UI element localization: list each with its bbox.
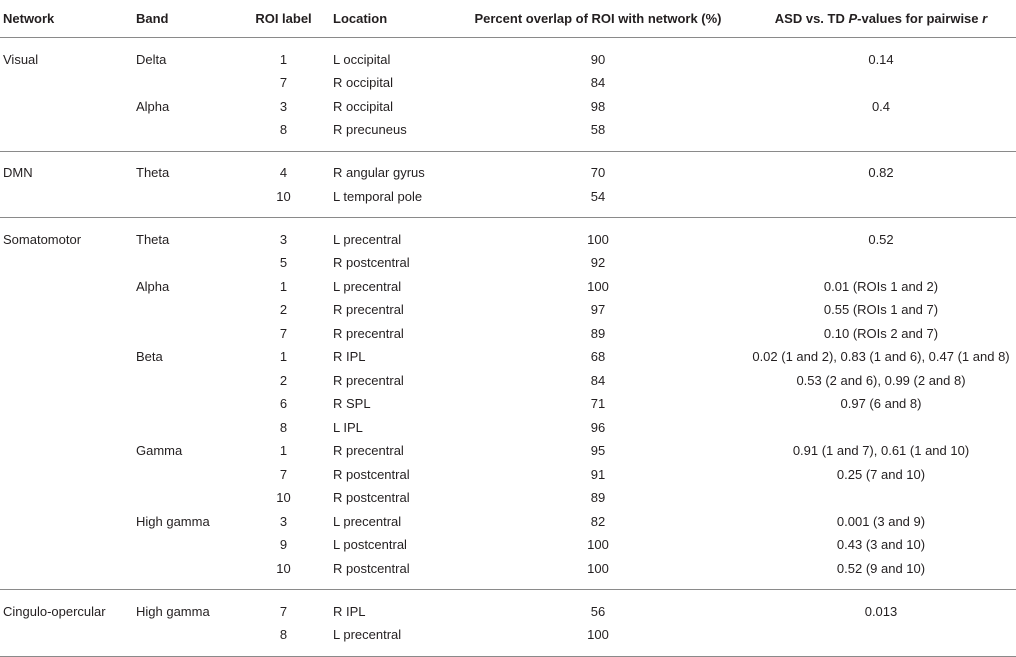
- cell-band: [133, 322, 237, 346]
- cell-percent-overlap: 95: [590, 443, 606, 459]
- cell-roi-label: 7: [279, 466, 288, 482]
- cell-location: R postcentral: [333, 466, 410, 482]
- cell-roi-label: 10: [237, 185, 330, 218]
- header-pvalues: [746, 0, 1016, 38]
- cell-roi-label: 1: [279, 443, 288, 459]
- table-row: [0, 71, 1016, 95]
- cell-pvalue: [746, 71, 1016, 95]
- header-pvalues-p: P: [848, 11, 858, 26]
- header-band: Band: [133, 0, 237, 38]
- cell-pvalue: [746, 185, 1016, 218]
- cell-network: [0, 71, 133, 95]
- table-row: [0, 275, 1016, 299]
- cell-location: L temporal pole: [330, 185, 450, 218]
- cell-roi-label: 3: [279, 231, 288, 247]
- cell-band: [133, 251, 237, 275]
- header-pvalues-prefix: ASD vs. TD: [774, 11, 849, 26]
- cell-roi-label: 3: [279, 98, 288, 114]
- cell-network: [0, 510, 133, 534]
- header-percent-overlap: Percent overlap of ROI with network (%): [450, 0, 746, 38]
- cell-location: R precuneus: [330, 118, 450, 151]
- cell-roi-label: 5: [279, 255, 288, 271]
- cell-location: R postcentral: [333, 255, 410, 271]
- cell-roi-label: 8: [237, 118, 330, 151]
- cell-band: [133, 416, 237, 440]
- header-roi-label: ROI label: [237, 0, 330, 38]
- cell-percent-overlap: 54: [450, 185, 746, 218]
- table-row: [0, 298, 1016, 322]
- cell-band: Delta: [136, 51, 167, 67]
- cell-band: Gamma: [136, 443, 183, 459]
- cell-band: Alpha: [136, 278, 170, 294]
- cell-location: L precentral: [333, 278, 402, 294]
- cell-network: [0, 486, 133, 510]
- cell-roi-label: 9: [279, 537, 288, 553]
- cell-network: [0, 345, 133, 369]
- cell-location: R angular gyrus: [333, 165, 425, 180]
- cell-band: [133, 185, 237, 218]
- cell-percent-overlap: 90: [590, 51, 606, 67]
- cell-location: R SPL: [333, 396, 371, 412]
- cell-network: [0, 251, 133, 275]
- cell-pvalue: 0.52: [868, 231, 894, 247]
- cell-network: [0, 95, 133, 119]
- cell-pvalue: 0.97 (6 and 8): [840, 396, 922, 412]
- cell-percent-overlap: 100: [587, 231, 609, 247]
- cell-roi-label: 1: [279, 278, 288, 294]
- cell-pvalue: 0.52 (9 and 10): [746, 557, 1016, 590]
- cell-location: R occipital: [333, 75, 393, 91]
- cell-location: L occipital: [333, 51, 391, 67]
- cell-network: Somatomotor: [3, 231, 82, 247]
- cell-network: [0, 439, 133, 463]
- cell-band: [133, 118, 237, 151]
- table-row: [0, 392, 1016, 416]
- cell-network: [0, 557, 133, 590]
- cell-roi-label: 4: [279, 165, 288, 180]
- cell-roi-label: 7: [279, 75, 288, 91]
- cell-network: [0, 369, 133, 393]
- cell-roi-label: 6: [279, 396, 288, 412]
- cell-pvalue: [746, 623, 1016, 656]
- cell-percent-overlap: 98: [590, 98, 606, 114]
- cell-network: Visual: [3, 51, 39, 67]
- cell-pvalue: 0.91 (1 and 7), 0.61 (1 and 10): [792, 443, 970, 459]
- cell-roi-label: 8: [279, 419, 288, 435]
- table-row: [0, 623, 1016, 656]
- table-row: [0, 38, 1016, 72]
- table-row: [0, 218, 1016, 252]
- cell-band: [133, 369, 237, 393]
- cell-band: High gamma: [136, 603, 210, 619]
- cell-band: [133, 71, 237, 95]
- table-row: [0, 118, 1016, 151]
- cell-band: [133, 557, 237, 590]
- cell-location: R precentral: [333, 372, 404, 388]
- cell-location: R postcentral: [333, 490, 410, 506]
- cell-pvalue: 0.02 (1 and 2), 0.83 (1 and 6), 0.47 (1 and 8): [752, 349, 1010, 365]
- cell-roi-label: 8: [237, 623, 330, 656]
- cell-pvalue: [746, 118, 1016, 151]
- cell-pvalue: 0.53 (2 and 6), 0.99 (2 and 8): [796, 372, 966, 388]
- cell-percent-overlap: 71: [590, 396, 606, 412]
- cell-percent-overlap: 82: [590, 513, 606, 529]
- cell-pvalue: 0.14: [868, 51, 894, 67]
- cell-pvalue: 0.013: [864, 603, 898, 619]
- cell-percent-overlap: 56: [590, 603, 606, 619]
- cell-percent-overlap: 100: [587, 537, 609, 553]
- table-row: [0, 322, 1016, 346]
- cell-roi-label: 7: [279, 325, 288, 341]
- cell-percent-overlap: 89: [590, 490, 606, 506]
- cell-network: [0, 185, 133, 218]
- cell-percent-overlap: 89: [590, 325, 606, 341]
- cell-percent-overlap: 92: [590, 255, 606, 271]
- table-row: [0, 557, 1016, 590]
- cell-percent-overlap: 68: [590, 349, 606, 365]
- cell-roi-label: 1: [279, 349, 288, 365]
- cell-location: L precentral: [330, 623, 450, 656]
- cell-location: R postcentral: [330, 557, 450, 590]
- table-row: [0, 590, 1016, 624]
- cell-band: [133, 623, 237, 656]
- cell-location: R IPL: [333, 603, 366, 619]
- header-network: Network: [0, 0, 133, 38]
- cell-network: [0, 118, 133, 151]
- cell-network: [0, 322, 133, 346]
- cell-roi-label: 2: [279, 372, 288, 388]
- table-row: [0, 345, 1016, 369]
- cell-pvalue: 0.10 (ROIs 2 and 7): [823, 325, 939, 341]
- cell-network: [0, 533, 133, 557]
- cell-band: [133, 533, 237, 557]
- table-row: [0, 251, 1016, 275]
- cell-location: R occipital: [333, 98, 393, 114]
- cell-pvalue: [746, 486, 1016, 510]
- cell-pvalue: 0.82: [868, 165, 894, 180]
- cell-percent-overlap: 91: [590, 466, 606, 482]
- cell-location: R precentral: [333, 325, 404, 341]
- cell-pvalue: 0.25 (7 and 10): [836, 466, 926, 482]
- cell-band: Alpha: [136, 98, 170, 114]
- header-pvalues-middle: -values for pairwise: [857, 11, 983, 26]
- cell-network: [0, 298, 133, 322]
- cell-network: [0, 463, 133, 487]
- cell-location: R IPL: [333, 349, 366, 365]
- cell-network: [0, 416, 133, 440]
- table-row: [0, 369, 1016, 393]
- table-row: [0, 510, 1016, 534]
- cell-band: High gamma: [136, 513, 210, 529]
- cell-location: R precentral: [333, 302, 404, 318]
- cell-location: L postcentral: [333, 537, 407, 553]
- cell-band: [133, 298, 237, 322]
- cell-percent-overlap: 100: [450, 623, 746, 656]
- header-row: [0, 0, 1016, 38]
- cell-roi-label: 7: [279, 603, 288, 619]
- cell-percent-overlap: 84: [590, 372, 606, 388]
- cell-pvalue: [746, 416, 1016, 440]
- table-row: [0, 463, 1016, 487]
- cell-band: Beta: [136, 349, 163, 365]
- cell-pvalue: 0.55 (ROIs 1 and 7): [823, 302, 939, 318]
- cell-roi-label: 2: [279, 302, 288, 318]
- table-row: [0, 533, 1016, 557]
- cell-roi-label: 3: [279, 513, 288, 529]
- cell-percent-overlap: 100: [450, 557, 746, 590]
- cell-pvalue: 0.43 (3 and 10): [836, 537, 926, 553]
- cell-location: L precentral: [333, 231, 402, 247]
- cell-roi-label: 10: [237, 557, 330, 590]
- cell-network: DMN: [3, 165, 33, 180]
- table-row: [0, 416, 1016, 440]
- cell-location: R precentral: [333, 443, 404, 459]
- cell-location: L precentral: [333, 513, 402, 529]
- cell-pvalue: 0.01 (ROIs 1 and 2): [823, 278, 939, 294]
- table-row: [0, 185, 1016, 218]
- cell-band: [133, 392, 237, 416]
- cell-band: [133, 486, 237, 510]
- cell-percent-overlap: 96: [590, 419, 606, 435]
- cell-pvalue: 0.4: [871, 98, 891, 114]
- cell-roi-label: 10: [276, 490, 291, 506]
- cell-location: L IPL: [333, 419, 363, 435]
- table-body: [0, 38, 1016, 657]
- cell-percent-overlap: 97: [590, 302, 606, 318]
- cell-network: Cingulo-opercular: [3, 603, 106, 619]
- cell-band: [133, 463, 237, 487]
- table-row: [0, 151, 1016, 185]
- cell-band: Theta: [136, 231, 170, 247]
- cell-percent-overlap: 58: [450, 118, 746, 151]
- table-row: [0, 95, 1016, 119]
- table-row: [0, 486, 1016, 510]
- cell-network: [0, 623, 133, 656]
- cell-percent-overlap: 84: [590, 75, 606, 91]
- cell-pvalue: 0.001 (3 and 9): [836, 513, 926, 529]
- cell-percent-overlap: 100: [587, 278, 609, 294]
- header-location: Location: [330, 0, 450, 38]
- table-row: [0, 439, 1016, 463]
- cell-band: Theta: [136, 165, 170, 180]
- cell-network: [0, 275, 133, 299]
- cell-percent-overlap: 70: [590, 165, 606, 180]
- cell-network: [0, 392, 133, 416]
- cell-pvalue: [746, 251, 1016, 275]
- header-pvalues-r: r: [982, 11, 988, 26]
- cell-roi-label: 1: [279, 51, 288, 67]
